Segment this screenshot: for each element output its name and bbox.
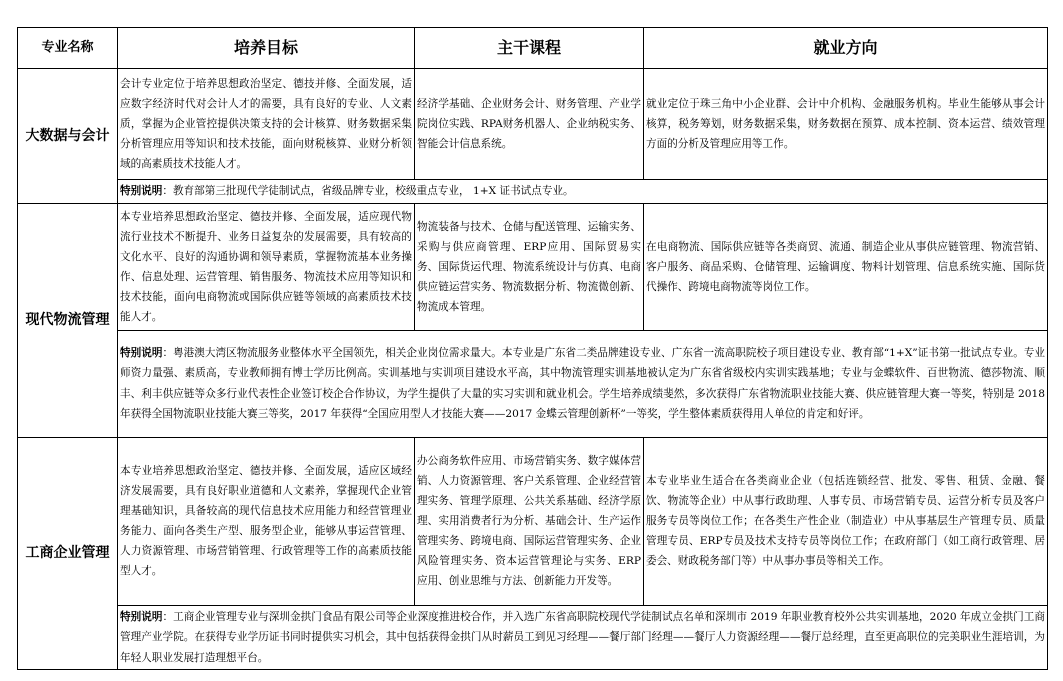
major-goal: 本专业培养思想政治坚定、德技并修、全面发展，适应区域经济发展需要，具有良好职业道德和人文素养，掌握现代企业管理基础知识，具备较高的现代信息技术应用能力和经营管理业务能力、面向各类生产型、服务型企业，能够从事运营管理、人力资源管理、市场营销管理、行政管理等工作的高素质技能型人才。 [118, 437, 415, 605]
special-note [118, 330, 1048, 437]
major-name: 大数据与会计 [18, 69, 118, 204]
major-career: 就业定位于珠三角中小企业群、会计中介机构、金融服务机构。毕业生能够从事会计核算，税务筹划，财务数据采集，财务数据在预算、成本控制、资本运营、绩效管理方面的分析及管理应用等工作。 [644, 69, 1048, 180]
major-goal: 本专业培养思想政治坚定、德技并修、全面发展，适应现代物流行业技术不断提升、业务日益复杂的发展需要，具有较高的文化水平、良好的沟通协调和领导素质，掌握物流基本业务操作、信息处理、运营管理、销售服务、物流技术应用等知识和技术技能，面向电商物流或国际供应链等领域的高素质技术技能人才。 [118, 203, 415, 330]
header-goal: 培养目标 [118, 28, 415, 69]
special-note [118, 180, 1048, 204]
special-note [118, 605, 1048, 670]
note-text: ：粤港澳大湾区物流服务业整体水平全国领先，相关企业岗位需求量大。本专业是广东省二类品牌建设专业、广东省一流高职院校子项目建设专业、教育部“1+X”证书第一批试点专业。专业师资力量强、素质高，专业教师拥有博士学历比例高。实训基地与实训项目建设水平高，其中物流管理实训基地被认定为广东省省级校内实训实践基地；专业与金蝶软件、百世物流、德莎物流、顺丰、利丰供应链等众多行业代表性企业签订校企合作协议，为学生提供了大量的实习实训和就业机会。学生培养成绩斐然，多次获得广东省物流职业技能大赛、供应链管理大赛一等奖，特别是 2018 年获得全国物流职业技能大赛三等奖，2017 年获得“全国应用型人才技能大赛——2017 金蝶云管理创新杯”一等奖，学生整体素质获得用人单位的肯定和好评。 [120, 346, 1046, 420]
major-courses: 物流装备与技术、仓储与配送管理、运输实务、采购与供应商管理、ERP应用、国际贸易实务、国际货运代理、物流系统设计与仿真、电商供应链运营实务、物流数据分析、物流微创新、物流成本管理。 [415, 203, 644, 330]
header-courses: 主干课程 [415, 28, 644, 69]
major-row [18, 203, 1048, 330]
note-row [18, 180, 1048, 204]
major-career: 在电商物流、国际供应链等各类商贸、流通、制造企业从事供应链管理、物流营销、客户服务、商品采购、仓储管理、运输调度、物料计划管理、信息系统实施、国际货代操作、跨境电商物流等岗位工作。 [644, 203, 1048, 330]
note-label: 特别说明 [120, 185, 163, 197]
major-row [18, 437, 1048, 605]
major-career: 本专业毕业生适合在各类商业企业（包括连锁经营、批发、零售、租赁、金融、餐饮、物流等企业）中从事行政助理、人事专员、市场营销专员、运营分析专员及客户服务专员等岗位工作；在各类生产性企业（制造业）中从事基层生产管理专员、质量管理专员、ERP专员及技术支持专员等岗位工作；在政府部门（如工商行政管理、居委会、财政税务部门等）中从事办事员等相关工作。 [644, 437, 1048, 605]
major-goal: 会计专业定位于培养思想政治坚定、德技并修、全面发展，适应数字经济时代对会计人才的需要，具有良好的专业、人文素质，掌握为企业管控提供决策支持的会计核算、财务数据采集分析管理应用等知识和技术技能，面向财税核算、业财分析领域的高素质技术技能人才。 [118, 69, 415, 180]
note-label: 特别说明 [120, 610, 163, 623]
major-courses: 办公商务软件应用、市场营销实务、数字媒体营销、人力资源管理、客户关系管理、企业经营管理实务、管理学原理、公共关系基础、经济学原理、实用消费者行为分析、基础会计、生产运作管理实务、跨境电商、国际运营管理实务、企业风险管理实务、资本运营管理论与实务、ERP应用、创业思维与方法、创新能力开发等。 [415, 437, 644, 605]
major-name: 现代物流管理 [18, 203, 118, 437]
majors-table [17, 27, 1048, 670]
header-row [18, 28, 1048, 69]
note-label: 特别说明 [120, 346, 163, 359]
header-career: 就业方向 [644, 28, 1048, 69]
major-row [18, 69, 1048, 180]
header-name: 专业名称 [18, 28, 118, 69]
note-row [18, 605, 1048, 670]
major-name: 工商企业管理 [18, 437, 118, 670]
note-text: ：教育部第三批现代学徒制试点，省级品牌专业，校级重点专业， 1+X 证书试点专业。 [162, 185, 574, 197]
note-row [18, 330, 1048, 437]
note-text: ：工商企业管理专业与深圳金拱门食品有限公司等企业深度推进校合作，并入选广东省高职院校现代学徒制试点名单和深圳市 2019 年职业教育校外公共实训基地，2020 年成立金拱门工商管理产业学院。在获得专业学历证书同时提供实习机会，其中包括获得金拱门从时薪员工到见习经理——餐厅部门经理——餐厅人力资源经理——餐厅总经理，直至更高职位的完美职业生涯培训，为年轻人职业发展打造理想平台。 [120, 610, 1045, 664]
major-courses: 经济学基础、企业财务会计、财务管理、产业学院岗位实践、RPA财务机器人、企业纳税实务、智能会计信息系统。 [415, 69, 644, 180]
